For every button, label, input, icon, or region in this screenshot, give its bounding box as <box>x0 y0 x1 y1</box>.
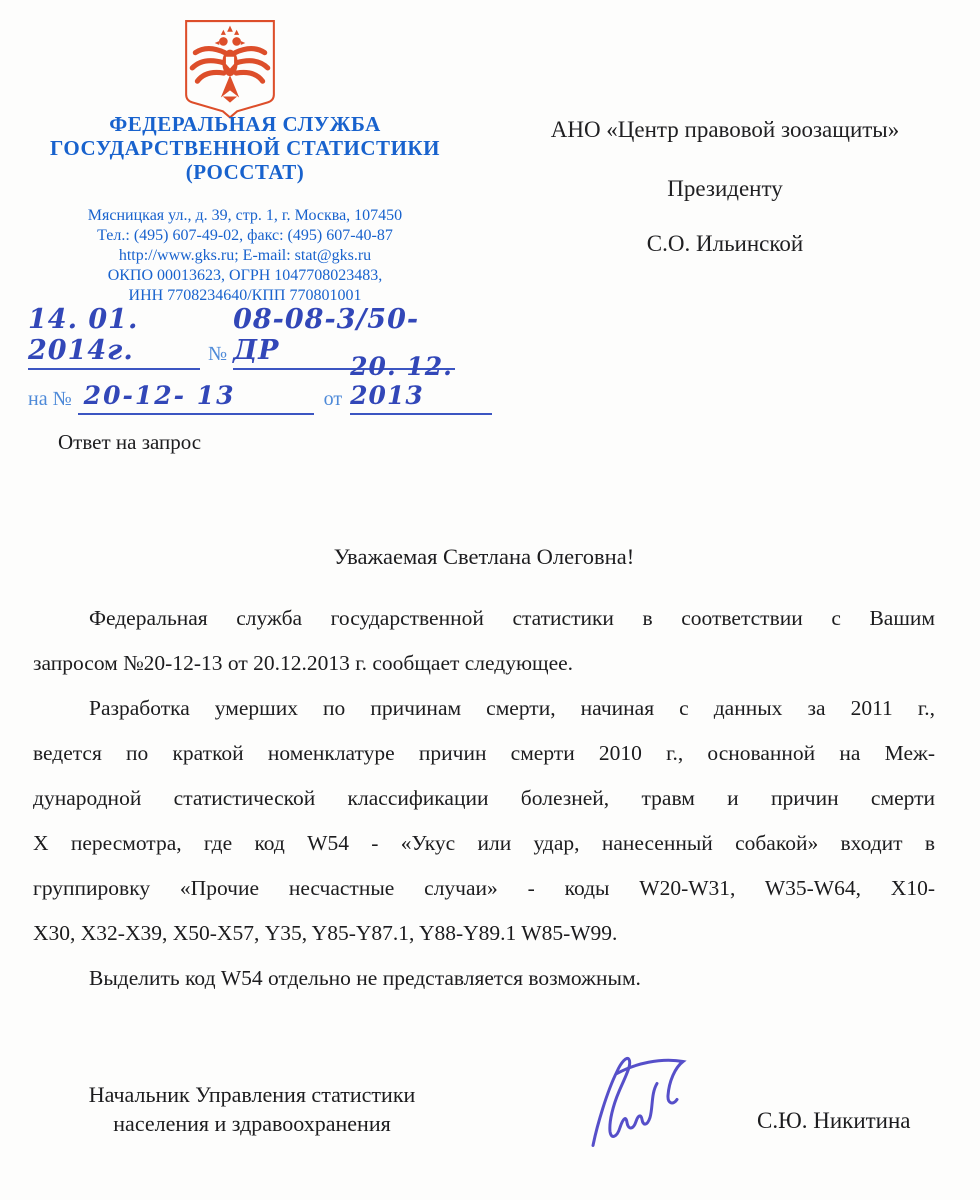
outgoing-number-handwritten: 08-08-3/50-ДР <box>233 304 455 370</box>
signatory-name: С.Ю. Никитина <box>757 1108 911 1133</box>
body-line: запросом №20-12-13 от 20.12.2013 г. сообщает следующее. <box>33 651 574 675</box>
contact-line: ИНН 7708234640/КПП 770801001 <box>128 287 362 304</box>
recipient-org: АНО «Центр правовой зоозащиты» <box>550 117 900 142</box>
signature-scribble-icon <box>583 1046 703 1154</box>
reply-ref-row <box>28 352 492 415</box>
body-line: Х30, Х32-Х39, Х50-Х57, Y35, Y85-Y87.1, Y88-Y89.1 W85-W99. <box>33 921 618 945</box>
body-line: Выделить код W54 отдельно не представляется возможным. <box>89 966 641 990</box>
subject-line: Ответ на запрос <box>58 430 202 454</box>
body-line: Х пересмотра, где код W54 - «Укус или удар, нанесенный собакой» входит в <box>33 831 935 855</box>
contact-line: ОКПО 00013623, ОГРН 1047708023483, <box>107 267 383 284</box>
number-sign-label: № <box>208 343 228 365</box>
signatory-position <box>52 1080 452 1138</box>
body-line: ведется по краткой номенклатуре причин смерти 2010 г., основанной на Меж- <box>33 741 935 765</box>
recipient-position: Президенту <box>667 176 783 201</box>
contact-line: Мясницкая ул., д. 39, стр. 1, г. Москва, 107450 <box>87 207 403 224</box>
recipient-name: С.О. Ильинской <box>646 231 804 256</box>
rosstat-emblem <box>179 18 281 120</box>
body-line: дународной статистической классификации болезней, травм и причин смерти <box>33 786 935 810</box>
org-contact-block <box>5 206 485 306</box>
reply-number-label: на № <box>28 388 72 410</box>
body-line: Федеральная служба государственной статистики в соответствии с Вашим <box>89 606 935 630</box>
reply-number-handwritten: 20-12- 13 <box>78 381 314 415</box>
reply-date-handwritten: 20. 12. 2013 <box>350 352 492 415</box>
org-name-line: (РОССТАТ) <box>185 160 305 184</box>
double-headed-eagle-icon <box>179 18 281 120</box>
body-line: группировку «Прочие несчастные случаи» - коды W20-W31, W35-W64, Х10- <box>33 876 935 900</box>
body-line: Разработка умерших по причинам смерти, начиная с данных за 2011 г., <box>89 696 935 720</box>
letter-body <box>33 596 935 1001</box>
org-name <box>5 112 485 184</box>
signatory-position-line1: Начальник Управления статистики <box>88 1082 416 1107</box>
org-name-line: ФЕДЕРАЛЬНАЯ СЛУЖБА <box>109 112 381 136</box>
signatory-position-line2: населения и здравоохранения <box>113 1111 391 1136</box>
contact-line: http://www.gks.ru; E-mail: stat@gks.ru <box>118 247 372 264</box>
recipient-block <box>495 117 955 257</box>
salutation-line: Уважаемая Светлана Олеговна! <box>333 544 635 569</box>
org-name-line: ГОСУДАРСТВЕННОЙ СТАТИСТИКИ <box>50 136 440 160</box>
contact-line: Тел.: (495) 607-49-02, факс: (495) 607-40-87 <box>97 227 393 244</box>
outgoing-date-handwritten: 14. 01. 2014г. <box>28 304 200 370</box>
reply-from-label: от <box>323 388 343 410</box>
